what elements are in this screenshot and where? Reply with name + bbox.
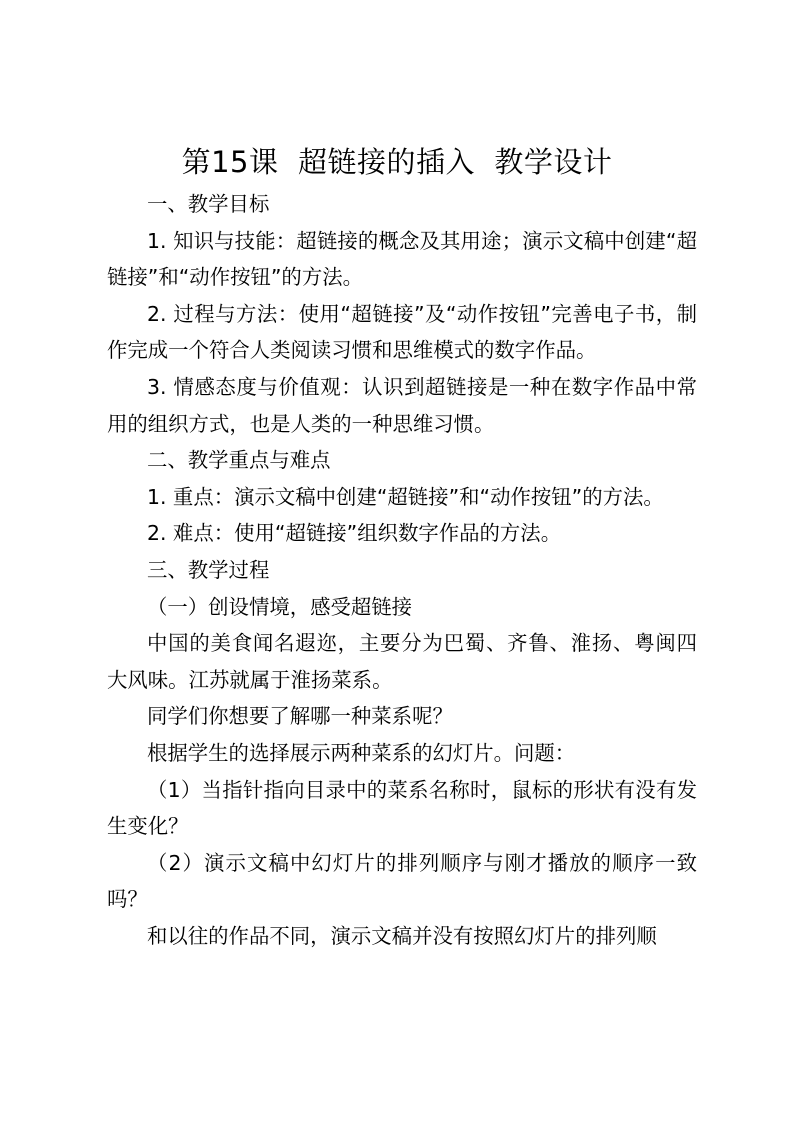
paragraph-show-slides: 根据学生的选择展示两种菜系的幻灯片。问题： <box>147 740 576 765</box>
section-heading-objectives: 一、教学目标 <box>147 192 270 216</box>
document-body <box>107 186 697 954</box>
paragraph-question-prompt: 同学们你想要了解哪一种菜系呢？ <box>147 704 453 729</box>
paragraph-cuisine-intro: 中国的美食闻名遐迩，主要分为巴蜀、齐鲁、淮扬、粤闽四大风味。江苏就属于淮扬菜系。 <box>107 631 697 692</box>
paragraph-question-1: （1）当指针指向目录中的菜系名称时，鼠标的形状有没有发生变化？ <box>107 777 697 839</box>
document-title: 第15课 超链接的插入 教学设计 <box>181 145 613 179</box>
paragraph-question-2: （2）演示文稿中幻灯片的排列顺序与刚才播放的顺序一致吗？ <box>107 850 697 912</box>
paragraph-process-methods: 2. 过程与方法：使用“超链接”及“动作按钮”完善电子书，制作完成一个符合人类阅读习惯和思维模式的数字作品。 <box>107 301 697 363</box>
paragraph-difficulty: 2. 难点：使用“超链接”组织数字作品的方法。 <box>147 521 562 546</box>
section-heading-key-points: 二、教学重点与难点 <box>147 448 331 473</box>
paragraph-conclusion: 和以往的作品不同，演示文稿并没有按照幻灯片的排列顺 <box>147 923 657 948</box>
paragraph-key-point: 1. 重点：演示文稿中创建“超链接”和“动作按钮”的方法。 <box>147 484 664 509</box>
paragraph-attitudes-values: 3. 情感态度与价值观：认识到超链接是一种在数字作品中常用的组织方式，也是人类的一种思维习惯。 <box>107 374 697 436</box>
paragraph-knowledge-skills: 1. 知识与技能：超链接的概念及其用途；演示文稿中创建“超链接”和“动作按钮”的方法。 <box>107 228 697 290</box>
subsection-heading-scenario: （一）创设情境，感受超链接 <box>147 594 413 619</box>
section-heading-process: 三、教学过程 <box>147 557 270 582</box>
